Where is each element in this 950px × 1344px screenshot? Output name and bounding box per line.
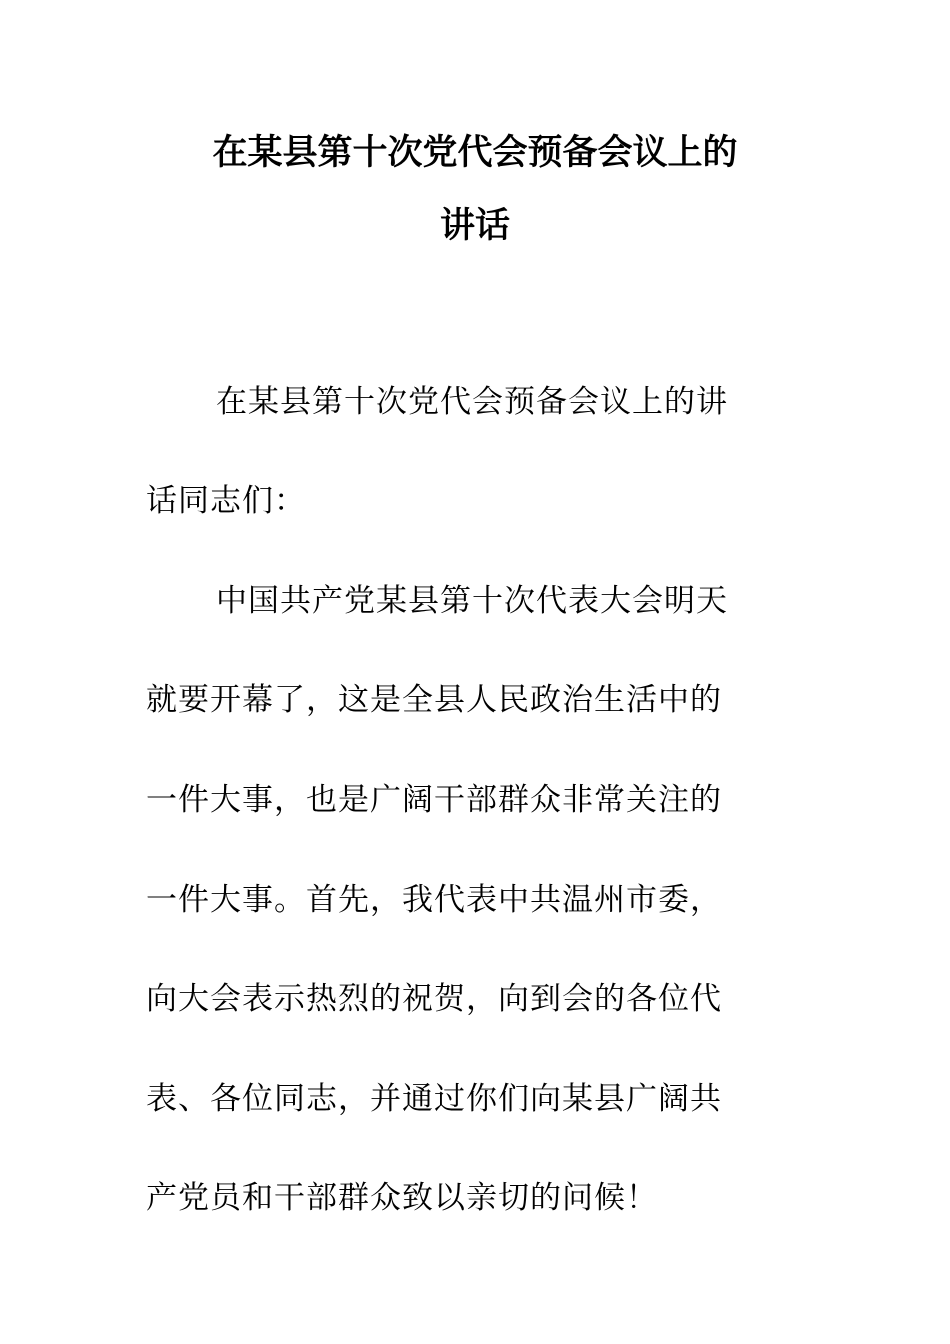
paragraph-1-line-1: 在某县第十次党代会预备会议上的讲: [216, 384, 728, 420]
paragraph-2-line-4: 一件大事。首先，我代表中共温州市委，: [146, 882, 722, 918]
paragraph-1-line-2: 话同志们：: [146, 483, 306, 519]
paragraph-2-line-3: 一件大事，也是广阔干部群众非常关注的: [146, 782, 722, 818]
document-title-line-1: 在某县第十次党代会预备会议上的: [212, 132, 738, 173]
paragraph-2-line-5: 向大会表示热烈的祝贺，向到会的各位代: [146, 981, 722, 1017]
paragraph-2-line-7: 产党员和干部群众致以亲切的问候！: [146, 1180, 658, 1216]
paragraph-2-line-2: 就要开幕了，这是全县人民政治生活中的: [146, 682, 722, 718]
document-title-line-2: 讲话: [439, 205, 510, 246]
paragraph-2-line-6: 表、各位同志，并通过你们向某县广阔共: [146, 1081, 722, 1117]
paragraph-2-line-1: 中国共产党某县第十次代表大会明天: [216, 583, 728, 619]
